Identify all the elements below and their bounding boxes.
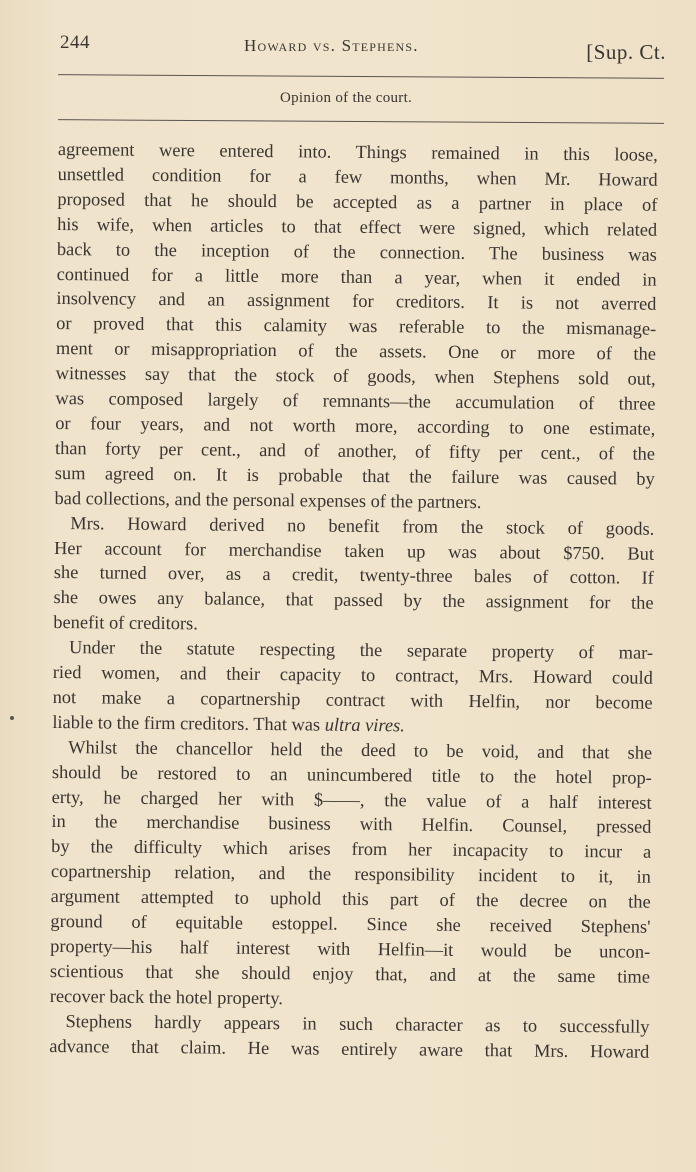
text-line: or proved that this calamity was referable to the mismanage-: [56, 313, 657, 340]
text-line: witnesses say that the stock of goods, when Stephens sold out,: [55, 363, 656, 389]
text-line: than forty per cent., and of another, of fifty per cent., of the: [54, 437, 656, 464]
text-line: ment or misappropriation of the assets. One or more of the: [55, 338, 657, 364]
paragraph: [50, 735, 653, 1015]
text-line: argument attempted to uphold this part of the decree on the: [50, 886, 651, 912]
text-line: she turned over, as a credit, twenty-three bales of cotton. If: [53, 562, 654, 589]
text-line: ground of equitable estoppel. Since she received Stephens': [50, 911, 651, 937]
header-rule-top: [58, 74, 664, 79]
text-line: bad collections, and the personal expenses of the partners.: [54, 487, 482, 512]
page-number: 244: [60, 32, 90, 53]
header-rule-bottom: [58, 119, 664, 124]
text-line: Mrs. Howard derived no benefit from the stock of goods.: [70, 512, 655, 539]
text-line: unsettled condition for a few months, when Mr. Howard: [57, 163, 658, 190]
text-line: by the difficulty which arises from her incapacity to incur a: [51, 836, 652, 863]
text-line: back to the inception of the connection. The business was: [56, 238, 657, 265]
text-line: Whilst the chancellor held the deed to be void, and that she: [68, 736, 653, 763]
text-line: property—his half interest with Helfin—it would be uncon-: [50, 935, 651, 962]
text-fragment: liable to the firm creditors. That was: [52, 711, 321, 735]
court-label: [Sup. Ct.: [586, 40, 666, 64]
text-line: agreement were entered into. Things remained in this loose,: [57, 138, 658, 165]
paragraph: [54, 137, 658, 516]
text-line: in the merchandise business with Helfin. Counsel, pressed: [51, 811, 652, 838]
paragraph: [52, 635, 653, 740]
text-line: she owes any balance, that passed by the assignment for the: [53, 587, 654, 614]
text-line: continued for a little more than a year, when it ended in: [56, 263, 657, 290]
text-line: ried women, and their capacity to contract, Mrs. Howard could: [52, 662, 653, 688]
text-line: should be restored to an unincumbered title to the hotel prop-: [51, 761, 652, 788]
text-line: erty, he charged her with $——, the value of a half interest: [51, 786, 652, 813]
margin-mark: [10, 716, 14, 720]
case-title: Howard vs. Stephens.: [244, 36, 419, 55]
text-line: or four years, and not worth more, according to one estimate,: [55, 412, 656, 439]
text-line: advance that claim. He was entirely aware that Mrs. Howard: [49, 1035, 650, 1062]
text-line: scientious that she should enjoy that, and at the same time: [49, 960, 651, 987]
paragraph: [53, 511, 654, 641]
text-line: Under the statute respecting the separate property of mar-: [69, 637, 654, 663]
text-line: insolvency and an assignment for creditors. It is not averred: [56, 288, 657, 315]
text-line: copartnership relation, and the responsibility incident to it, in: [50, 861, 652, 888]
text-line: his wife, when articles to that effect were signed, which related: [57, 213, 658, 240]
text-line: not make a copartnership contract with Helfin, nor become: [52, 686, 653, 713]
section-label: Opinion of the court.: [280, 90, 413, 106]
text-line: proposed that he should be accepted as a partner in place of: [57, 188, 658, 215]
italic-phrase: ultra vires.: [324, 714, 405, 736]
opinion-text: [49, 137, 658, 1064]
text-line: benefit of creditors.: [53, 612, 198, 634]
text-line: Her account for merchandise taken up was about $750. But: [53, 537, 655, 564]
running-head: [58, 30, 666, 70]
paragraph: [49, 1009, 649, 1065]
text-line: was composed largely of remnants—the accumulation of three: [55, 388, 656, 414]
text-line: sum agreed on. It is probable that the failure was caused by: [54, 462, 655, 489]
text-line: Stephens hardly appears in such character as to successfully: [65, 1010, 650, 1037]
text-line: recover back the hotel property.: [49, 985, 284, 1009]
